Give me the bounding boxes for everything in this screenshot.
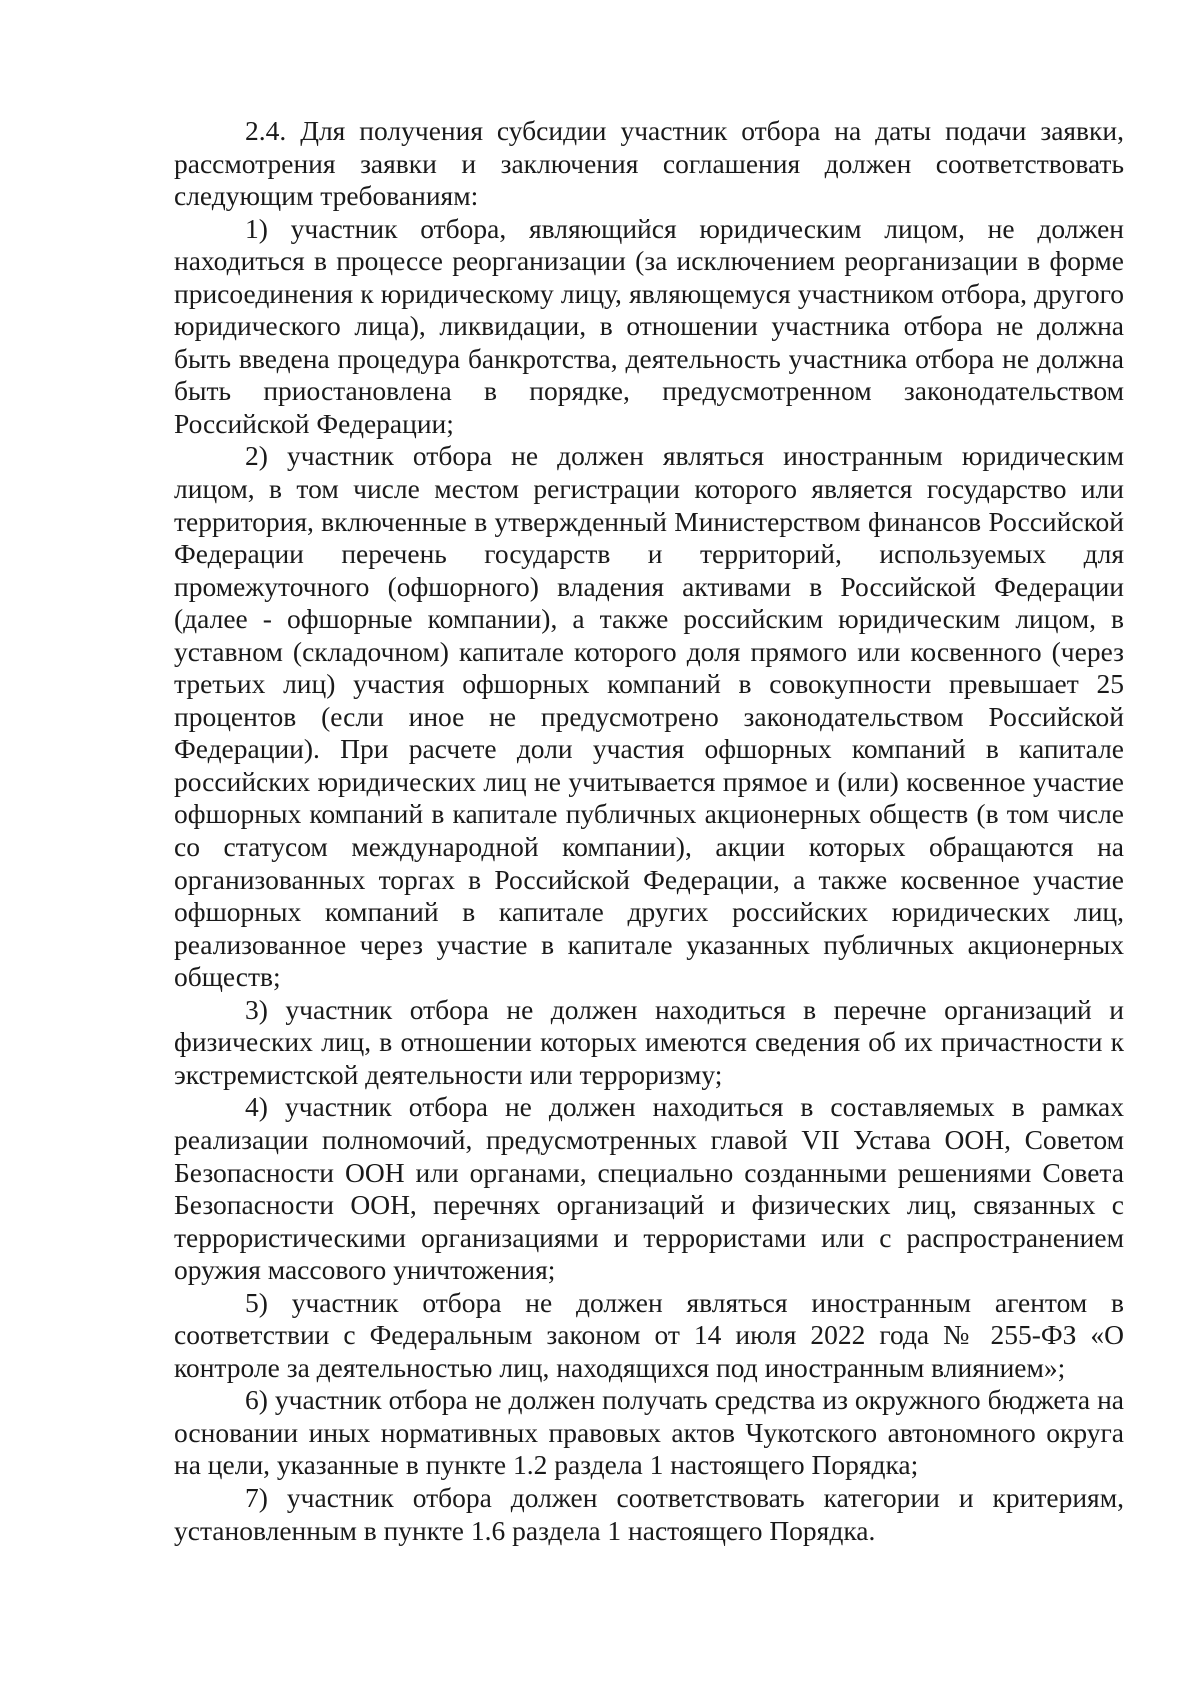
paragraph-requirement-2: 2) участник отбора не должен являться иностранным юридическим лицом, в том числе местом регистрации которого является государство или территория, включенные в утвержденный Министерством финансов Российской Федерации перечень государств и территорий, используемых для промежуточного (офшорного) владения активами в Российской Федерации (далее - офшорные компании), а также российским юридическим лицом, в уставном (складочном) капитале которого доля прямого или косвенного (через третьих лиц) участия офшорных компаний в совокупности превышает 25 процентов (если иное не предусмотрено законодательством Российской Федерации). При расчете доли участия офшорных компаний в капитале российских юридических лиц не учитывается прямое и (или) косвенное участие офшорных компаний в капитале публичных акционерных обществ (в том числе со статусом международной компании), акции которых обращаются на организованных торгах в Российской Федерации, а также косвенное участие офшорных компаний в капитале других российских юридических лиц, реализованное через участие в капитале указанных публичных акционерных обществ; xyxy=(174,440,1124,993)
paragraph-requirement-6: 6) участник отбора не должен получать средства из окружного бюджета на основании иных нормативных правовых актов Чукотского автономного округа на цели, указанные в пункте 1.2 раздела 1 настоящего Порядка; xyxy=(174,1384,1124,1481)
paragraph-requirement-7: 7) участник отбора должен соответствовать категории и критериям, установленным в пункте 1.6 раздела 1 настоящего Порядка. xyxy=(174,1481,1124,1546)
paragraph-2-4-intro: 2.4. Для получения субсидии участник отбора на даты подачи заявки, рассмотрения заявки и заключения соглашения должен соответствовать следующим требованиям: xyxy=(174,115,1124,212)
paragraph-requirement-5: 5) участник отбора не должен являться иностранным агентом в соответствии с Федеральным законом от 14 июля 2022 года № 255-ФЗ «О контроле за деятельностью лиц, находящихся под иностранным влиянием»; xyxy=(174,1286,1124,1383)
document-body xyxy=(174,115,1124,1547)
paragraph-requirement-3: 3) участник отбора не должен находиться в перечне организаций и физических лиц, в отношении которых имеются сведения об их причастности к экстремистской деятельности или терроризму; xyxy=(174,993,1124,1090)
paragraph-requirement-4: 4) участник отбора не должен находиться в составляемых в рамках реализации полномочий, предусмотренных главой VII Устава ООН, Советом Безопасности ООН или органами, специально созданными решениями Совета Безопасности ООН, перечнях организаций и физических лиц, связанных с террористическими организациями и террористами или с распространением оружия массового уничтожения; xyxy=(174,1091,1124,1286)
paragraph-requirement-1: 1) участник отбора, являющийся юридическим лицом, не должен находиться в процессе реорганизации (за исключением реорганизации в форме присоединения к юридическому лицу, являющемуся участником отбора, другого юридического лица), ликвидации, в отношении участника отбора не должна быть введена процедура банкротства, деятельность участника отбора не должна быть приостановлена в порядке, предусмотренном законодательством Российской Федерации; xyxy=(174,212,1124,439)
